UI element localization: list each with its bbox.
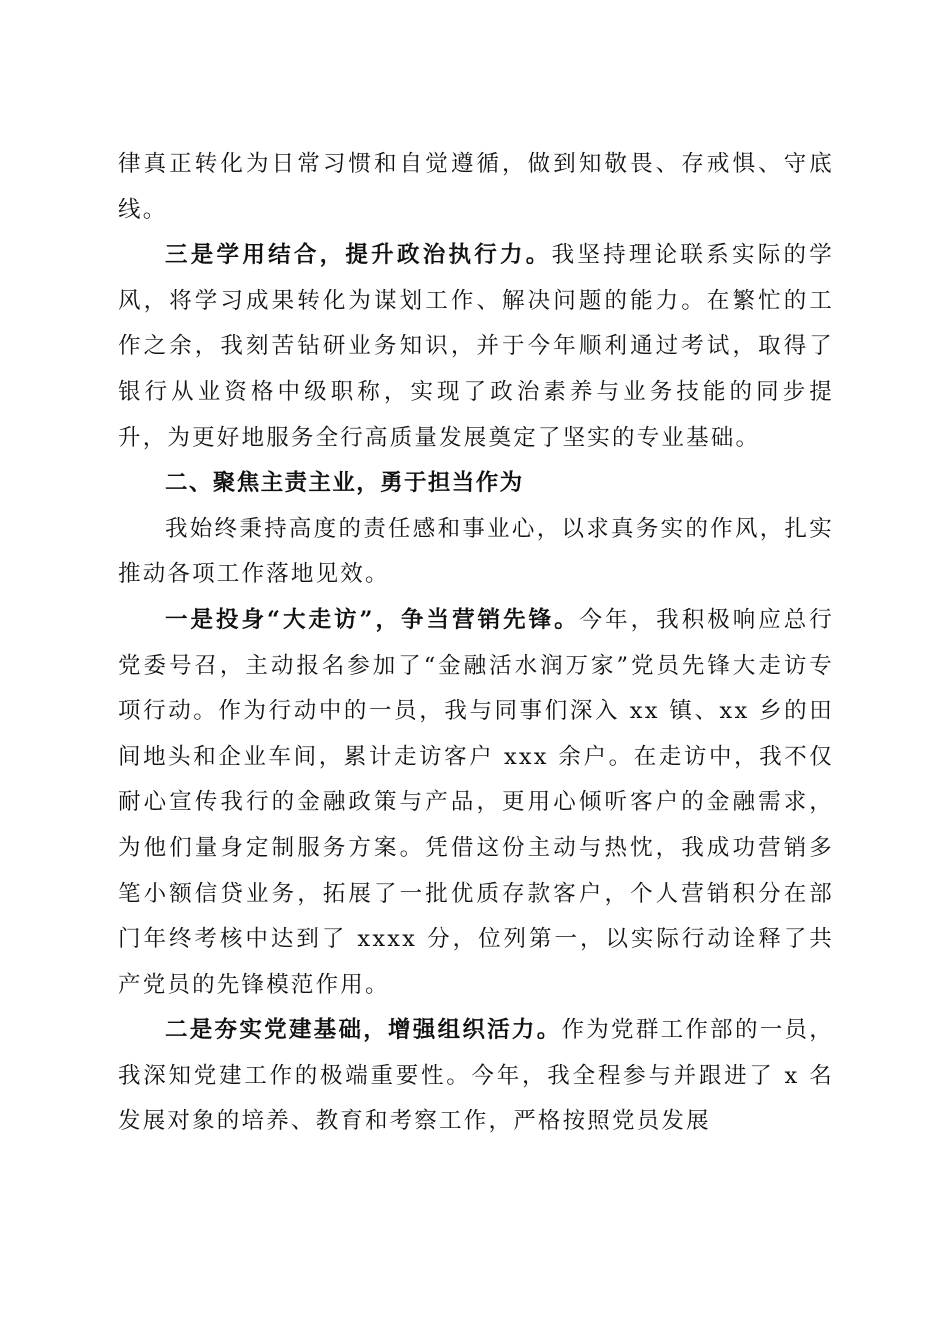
paragraph-lead: 三是学用结合，提升政治执行力。: [165, 242, 552, 269]
paragraph-text: 我坚持理论联系实际的学风，将学习成果转化为谋划工作、解决问题的能力。在繁忙的工作之余，我刻苦钻研业务知识，并于今年顺利通过考试，取得了银行从业资格中级职称，实现了政治素养与业务技能的同步提升，为更好地服务全行高质量发展奠定了坚实的专业基础。: [118, 242, 834, 451]
paragraph-lead: 一是投身“大走访”，争当营销先锋。: [165, 606, 580, 633]
paragraph-intro: [118, 507, 834, 598]
paragraph-text: 我始终秉持高度的责任感和事业心，以求真务实的作风，扎实推动各项工作落地见效。: [118, 515, 834, 588]
section-heading-text: 二、聚焦主责主业，勇于担当作为: [165, 470, 524, 497]
paragraph-party-building: [118, 1008, 834, 1145]
paragraph-continuation: [118, 142, 834, 233]
paragraph-study-application: [118, 233, 834, 461]
paragraph-text: 作为党群工作部的一员，我深知党建工作的极端重要性。今年，我全程参与并跟进了 x 名发展对象的培养、教育和考察工作，严格按照党员发展: [118, 1017, 835, 1135]
paragraph-text: 今年，我积极响应总行党委号召，主动报名参加了“金融活水润万家”党员先锋大走访专项行动。作为行动中的一员，我与同事们深入 xx 镇、xx 乡的田间地头和企业车间，累计走访客户 xxx 余户。在走访中，我不仅耐心宣传我行的金融政策与产品，更用心倾听客户的金融需求，为他们量身定制服务方案。凭借这份主动与热忱，我成功营销多笔小额信贷业务，拓展了一批优质存款客户，个人营销积分在部门年终考核中达到了 xxxx 分，位列第一，以实际行动诠释了共产党员的先锋模范作用。: [118, 606, 834, 998]
paragraph-text: 律真正转化为日常习惯和自觉遵循，做到知敬畏、存戒惧、守底线。: [118, 151, 834, 223]
paragraph-lead: 二是夯实党建基础，增强组织活力。: [165, 1017, 562, 1044]
document-body: [118, 142, 834, 1145]
section-heading: [118, 461, 834, 507]
paragraph-grand-visit: [118, 598, 834, 1008]
